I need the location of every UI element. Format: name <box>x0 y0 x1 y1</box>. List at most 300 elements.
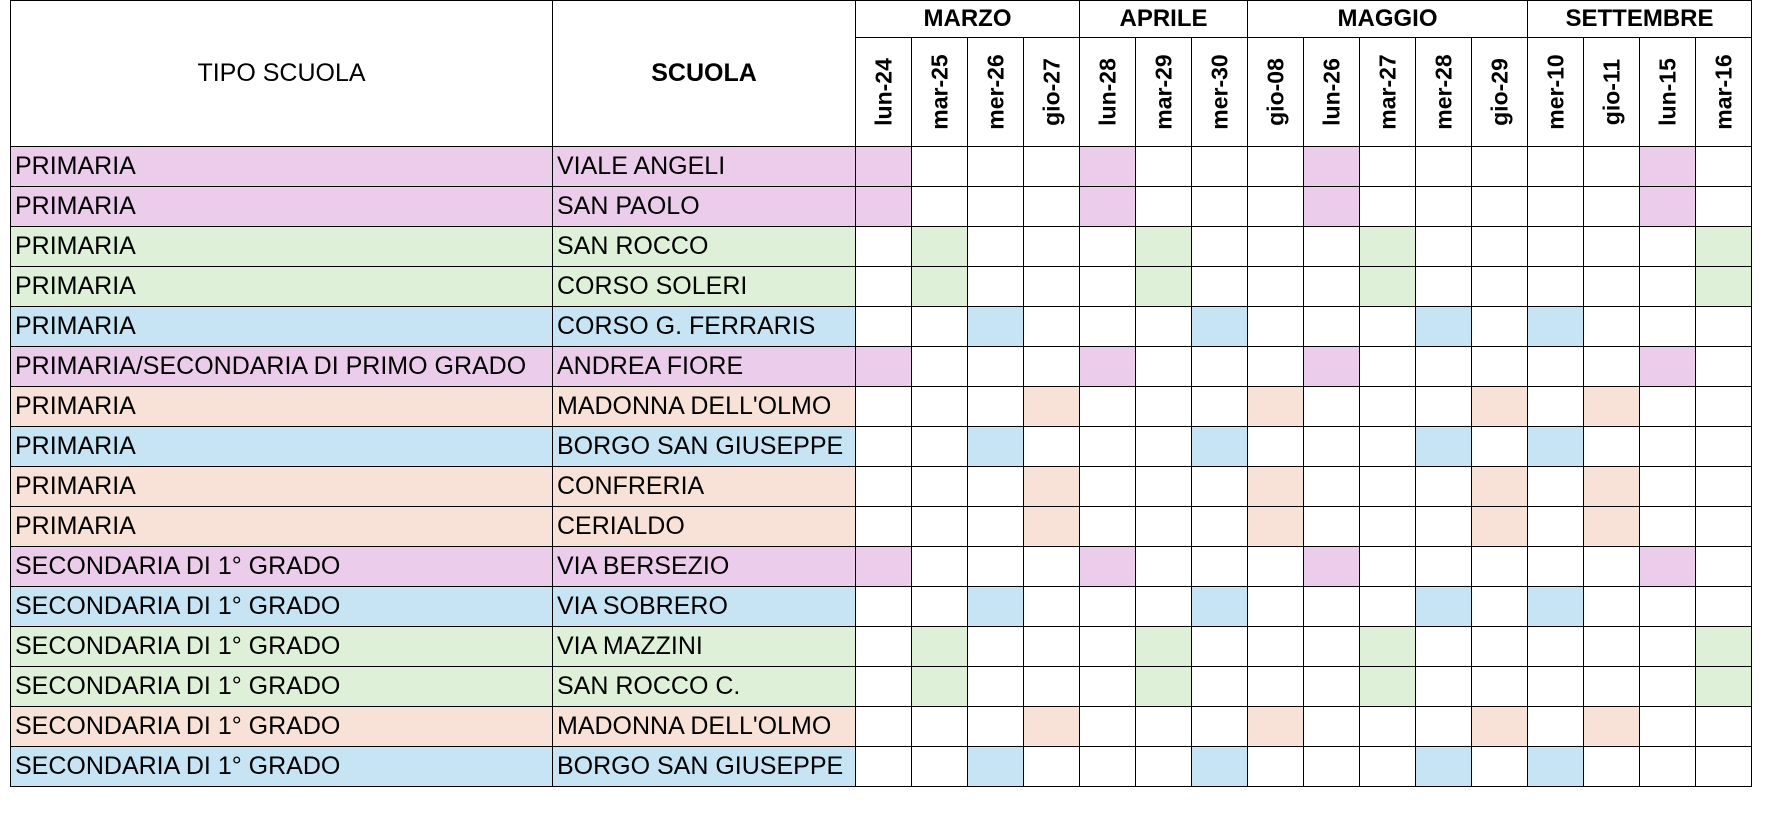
day-cell[interactable] <box>1248 747 1304 787</box>
day-cell[interactable] <box>1696 707 1752 747</box>
day-cell[interactable] <box>1416 387 1472 427</box>
day-cell[interactable] <box>1696 747 1752 787</box>
scuola-cell[interactable]: VIA SOBRERO <box>553 587 856 627</box>
scuola-cell[interactable]: BORGO SAN GIUSEPPE <box>553 427 856 467</box>
scheduled-day-cell[interactable] <box>1640 347 1696 387</box>
tipo-scuola-cell[interactable]: PRIMARIA <box>11 467 553 507</box>
day-cell[interactable] <box>1360 387 1416 427</box>
tipo-scuola-cell[interactable]: PRIMARIA <box>11 427 553 467</box>
scuola-cell[interactable]: SAN PAOLO <box>553 187 856 227</box>
scuola-cell[interactable]: BORGO SAN GIUSEPPE <box>553 747 856 787</box>
day-cell[interactable] <box>1024 587 1080 627</box>
day-cell[interactable] <box>1696 347 1752 387</box>
day-cell[interactable] <box>1024 147 1080 187</box>
day-cell[interactable] <box>912 707 968 747</box>
day-cell[interactable] <box>912 347 968 387</box>
tipo-scuola-cell[interactable]: SECONDARIA DI 1° GRADO <box>11 587 553 627</box>
date-header <box>1584 38 1640 147</box>
day-cell[interactable] <box>1584 427 1640 467</box>
scheduled-day-cell[interactable] <box>1584 467 1640 507</box>
day-cell[interactable] <box>1584 627 1640 667</box>
day-cell[interactable] <box>1640 387 1696 427</box>
day-cell[interactable] <box>1192 627 1248 667</box>
day-cell[interactable] <box>1192 467 1248 507</box>
day-cell[interactable] <box>1304 747 1360 787</box>
day-cell[interactable] <box>1416 467 1472 507</box>
day-cell[interactable] <box>1584 187 1640 227</box>
scheduled-day-cell[interactable] <box>1136 227 1192 267</box>
scheduled-day-cell[interactable] <box>1528 427 1584 467</box>
day-cell[interactable] <box>912 587 968 627</box>
day-cell[interactable] <box>968 347 1024 387</box>
day-cell[interactable] <box>1304 307 1360 347</box>
scheduled-day-cell[interactable] <box>1584 387 1640 427</box>
day-cell[interactable] <box>968 267 1024 307</box>
scheduled-day-cell[interactable] <box>912 267 968 307</box>
day-cell[interactable] <box>1416 547 1472 587</box>
day-cell[interactable] <box>1024 427 1080 467</box>
day-cell[interactable] <box>1640 667 1696 707</box>
scheduled-day-cell[interactable] <box>1584 707 1640 747</box>
day-cell[interactable] <box>912 427 968 467</box>
scheduled-day-cell[interactable] <box>968 427 1024 467</box>
day-cell[interactable] <box>912 307 968 347</box>
tipo-scuola-cell[interactable]: PRIMARIA <box>11 267 553 307</box>
day-cell[interactable] <box>1696 307 1752 347</box>
scheduled-day-cell[interactable] <box>1192 587 1248 627</box>
day-cell[interactable] <box>1528 507 1584 547</box>
day-cell[interactable] <box>1528 147 1584 187</box>
scheduled-day-cell[interactable] <box>856 187 912 227</box>
day-cell[interactable] <box>1584 667 1640 707</box>
day-cell[interactable] <box>1136 307 1192 347</box>
scheduled-day-cell[interactable] <box>1192 307 1248 347</box>
day-cell[interactable] <box>1024 667 1080 707</box>
day-cell[interactable] <box>1528 547 1584 587</box>
day-cell[interactable] <box>968 627 1024 667</box>
scheduled-day-cell[interactable] <box>968 307 1024 347</box>
table-row <box>11 387 1752 427</box>
scheduled-day-cell[interactable] <box>1640 187 1696 227</box>
scheduled-day-cell[interactable] <box>1416 747 1472 787</box>
day-cell[interactable] <box>1192 507 1248 547</box>
scheduled-day-cell[interactable] <box>1304 187 1360 227</box>
day-cell[interactable] <box>1136 187 1192 227</box>
tipo-scuola-cell[interactable]: SECONDARIA DI 1° GRADO <box>11 627 553 667</box>
scheduled-day-cell[interactable] <box>1024 507 1080 547</box>
day-cell[interactable] <box>1640 267 1696 307</box>
scuola-cell[interactable]: MADONNA DELL'OLMO <box>553 387 856 427</box>
day-cell[interactable] <box>1640 627 1696 667</box>
day-cell[interactable] <box>1584 747 1640 787</box>
table-row <box>11 507 1752 547</box>
day-cell[interactable] <box>912 147 968 187</box>
scheduled-day-cell[interactable] <box>1360 227 1416 267</box>
day-cell[interactable] <box>1192 667 1248 707</box>
scheduled-day-cell[interactable] <box>1584 507 1640 547</box>
day-cell[interactable] <box>1696 427 1752 467</box>
scheduled-day-cell[interactable] <box>912 667 968 707</box>
scheduled-day-cell[interactable] <box>1024 467 1080 507</box>
day-cell[interactable] <box>1192 147 1248 187</box>
day-cell[interactable] <box>1304 227 1360 267</box>
scheduled-day-cell[interactable] <box>1024 707 1080 747</box>
scuola-cell[interactable]: CORSO G. FERRARIS <box>553 307 856 347</box>
day-cell[interactable] <box>1136 547 1192 587</box>
tipo-scuola-cell[interactable]: PRIMARIA <box>11 387 553 427</box>
day-cell[interactable] <box>1416 707 1472 747</box>
day-cell[interactable] <box>1584 147 1640 187</box>
date-label: mar-25 <box>926 54 952 130</box>
day-cell[interactable] <box>1248 267 1304 307</box>
scheduled-day-cell[interactable] <box>1640 147 1696 187</box>
day-cell[interactable] <box>1080 307 1136 347</box>
day-cell[interactable] <box>1696 187 1752 227</box>
scheduled-day-cell[interactable] <box>1304 347 1360 387</box>
date-header <box>1136 38 1192 147</box>
day-cell[interactable] <box>1024 267 1080 307</box>
day-cell[interactable] <box>1080 627 1136 667</box>
day-cell[interactable] <box>1192 187 1248 227</box>
day-cell[interactable] <box>1080 387 1136 427</box>
day-cell[interactable] <box>912 387 968 427</box>
scheduled-day-cell[interactable] <box>1528 747 1584 787</box>
day-cell[interactable] <box>1080 587 1136 627</box>
table-row <box>11 747 1752 787</box>
scheduled-day-cell[interactable] <box>1472 507 1528 547</box>
day-cell[interactable] <box>1472 747 1528 787</box>
day-cell[interactable] <box>1080 747 1136 787</box>
day-cell[interactable] <box>968 547 1024 587</box>
day-cell[interactable] <box>1584 547 1640 587</box>
day-cell[interactable] <box>1584 587 1640 627</box>
scheduled-day-cell[interactable] <box>1136 627 1192 667</box>
day-cell[interactable] <box>856 667 912 707</box>
scheduled-day-cell[interactable] <box>1192 427 1248 467</box>
tipo-scuola-cell[interactable]: SECONDARIA DI 1° GRADO <box>11 667 553 707</box>
day-cell[interactable] <box>1528 707 1584 747</box>
day-cell[interactable] <box>1640 467 1696 507</box>
day-cell[interactable] <box>1640 747 1696 787</box>
day-cell[interactable] <box>1472 227 1528 267</box>
day-cell[interactable] <box>1248 187 1304 227</box>
day-cell[interactable] <box>1472 627 1528 667</box>
day-cell[interactable] <box>1304 667 1360 707</box>
tipo-scuola-header: TIPO SCUOLA <box>11 1 553 147</box>
day-cell[interactable] <box>1360 427 1416 467</box>
day-cell[interactable] <box>856 387 912 427</box>
day-cell[interactable] <box>1696 547 1752 587</box>
day-cell[interactable] <box>1080 267 1136 307</box>
tipo-scuola-cell[interactable]: SECONDARIA DI 1° GRADO <box>11 547 553 587</box>
scuola-cell[interactable]: VIA MAZZINI <box>553 627 856 667</box>
scheduled-day-cell[interactable] <box>1696 627 1752 667</box>
day-cell[interactable] <box>1360 347 1416 387</box>
day-cell[interactable] <box>1640 707 1696 747</box>
scheduled-day-cell[interactable] <box>1136 667 1192 707</box>
scuola-cell[interactable]: CORSO SOLERI <box>553 267 856 307</box>
scuola-cell[interactable]: VIA BERSEZIO <box>553 547 856 587</box>
day-cell[interactable] <box>1248 627 1304 667</box>
day-cell[interactable] <box>1472 187 1528 227</box>
day-cell[interactable] <box>1360 467 1416 507</box>
day-cell[interactable] <box>1248 547 1304 587</box>
day-cell[interactable] <box>1080 467 1136 507</box>
day-cell[interactable] <box>1360 187 1416 227</box>
day-cell[interactable] <box>1136 387 1192 427</box>
day-cell[interactable] <box>1136 427 1192 467</box>
scheduled-day-cell[interactable] <box>1528 587 1584 627</box>
day-cell[interactable] <box>1136 347 1192 387</box>
scheduled-day-cell[interactable] <box>1416 307 1472 347</box>
day-cell[interactable] <box>1696 587 1752 627</box>
date-label: mer-10 <box>1542 54 1568 130</box>
day-cell[interactable] <box>1192 707 1248 747</box>
day-cell[interactable] <box>1416 667 1472 707</box>
tipo-scuola-cell[interactable]: PRIMARIA/SECONDARIA DI PRIMO GRADO <box>11 347 553 387</box>
scheduled-day-cell[interactable] <box>912 227 968 267</box>
scheduled-day-cell[interactable] <box>1248 387 1304 427</box>
day-cell[interactable] <box>1528 667 1584 707</box>
scheduled-day-cell[interactable] <box>1696 267 1752 307</box>
table-row <box>11 227 1752 267</box>
scheduled-day-cell[interactable] <box>1416 427 1472 467</box>
scuola-cell[interactable]: CONFRERIA <box>553 467 856 507</box>
day-cell[interactable] <box>912 187 968 227</box>
day-cell[interactable] <box>1696 467 1752 507</box>
day-cell[interactable] <box>1080 707 1136 747</box>
month-header-row <box>11 1 1752 38</box>
day-cell[interactable] <box>1192 227 1248 267</box>
day-cell[interactable] <box>1304 427 1360 467</box>
day-cell[interactable] <box>1192 547 1248 587</box>
day-cell[interactable] <box>1024 627 1080 667</box>
day-cell[interactable] <box>1528 467 1584 507</box>
day-cell[interactable] <box>1472 427 1528 467</box>
day-cell[interactable] <box>968 187 1024 227</box>
day-cell[interactable] <box>1528 347 1584 387</box>
day-cell[interactable] <box>1360 747 1416 787</box>
scheduled-day-cell[interactable] <box>856 147 912 187</box>
day-cell[interactable] <box>1584 267 1640 307</box>
scheduled-day-cell[interactable] <box>1528 307 1584 347</box>
day-cell[interactable] <box>1472 347 1528 387</box>
scheduled-day-cell[interactable] <box>1136 267 1192 307</box>
day-cell[interactable] <box>912 507 968 547</box>
scheduled-day-cell[interactable] <box>1080 187 1136 227</box>
day-cell[interactable] <box>1248 147 1304 187</box>
day-cell[interactable] <box>1248 347 1304 387</box>
day-cell[interactable] <box>1696 507 1752 547</box>
day-cell[interactable] <box>856 467 912 507</box>
day-cell[interactable] <box>856 307 912 347</box>
day-cell[interactable] <box>1304 707 1360 747</box>
day-cell[interactable] <box>968 227 1024 267</box>
day-cell[interactable] <box>1304 507 1360 547</box>
scuola-cell[interactable]: SAN ROCCO <box>553 227 856 267</box>
scheduled-day-cell[interactable] <box>1192 747 1248 787</box>
scheduled-day-cell[interactable] <box>856 547 912 587</box>
day-cell[interactable] <box>1080 667 1136 707</box>
scheduled-day-cell[interactable] <box>1360 267 1416 307</box>
day-cell[interactable] <box>1080 227 1136 267</box>
day-cell[interactable] <box>1304 627 1360 667</box>
date-label: mar-27 <box>1374 54 1400 130</box>
day-cell[interactable] <box>1416 227 1472 267</box>
date-header <box>856 38 912 147</box>
day-cell[interactable] <box>968 667 1024 707</box>
scheduled-day-cell[interactable] <box>1640 547 1696 587</box>
scheduled-day-cell[interactable] <box>1304 147 1360 187</box>
scheduled-day-cell[interactable] <box>968 587 1024 627</box>
day-cell[interactable] <box>1640 307 1696 347</box>
day-cell[interactable] <box>1024 227 1080 267</box>
day-cell[interactable] <box>1136 587 1192 627</box>
day-cell[interactable] <box>912 747 968 787</box>
scheduled-day-cell[interactable] <box>1696 227 1752 267</box>
day-cell[interactable] <box>1248 227 1304 267</box>
day-cell[interactable] <box>1024 547 1080 587</box>
day-cell[interactable] <box>1528 627 1584 667</box>
day-cell[interactable] <box>1472 547 1528 587</box>
tipo-scuola-cell[interactable]: SECONDARIA DI 1° GRADO <box>11 747 553 787</box>
day-cell[interactable] <box>1528 387 1584 427</box>
day-cell[interactable] <box>1304 387 1360 427</box>
day-cell[interactable] <box>1304 267 1360 307</box>
day-cell[interactable] <box>856 707 912 747</box>
day-cell[interactable] <box>856 227 912 267</box>
day-cell[interactable] <box>968 707 1024 747</box>
day-cell[interactable] <box>1584 307 1640 347</box>
day-cell[interactable] <box>1024 307 1080 347</box>
day-cell[interactable] <box>1304 587 1360 627</box>
day-cell[interactable] <box>1640 587 1696 627</box>
tipo-scuola-cell[interactable]: PRIMARIA <box>11 507 553 547</box>
day-cell[interactable] <box>1360 507 1416 547</box>
day-cell[interactable] <box>1024 187 1080 227</box>
day-cell[interactable] <box>856 427 912 467</box>
day-cell[interactable] <box>1416 187 1472 227</box>
day-cell[interactable] <box>1136 507 1192 547</box>
day-cell[interactable] <box>1192 387 1248 427</box>
day-cell[interactable] <box>1584 227 1640 267</box>
day-cell[interactable] <box>1136 467 1192 507</box>
day-cell[interactable] <box>1248 587 1304 627</box>
scheduled-day-cell[interactable] <box>1472 467 1528 507</box>
day-cell[interactable] <box>968 147 1024 187</box>
day-cell[interactable] <box>1136 747 1192 787</box>
day-cell[interactable] <box>912 547 968 587</box>
scheduled-day-cell[interactable] <box>1416 587 1472 627</box>
day-cell[interactable] <box>1248 427 1304 467</box>
scheduled-day-cell[interactable] <box>1248 467 1304 507</box>
day-cell[interactable] <box>1304 467 1360 507</box>
scheduled-day-cell[interactable] <box>1360 627 1416 667</box>
scheduled-day-cell[interactable] <box>1696 667 1752 707</box>
day-cell[interactable] <box>1472 587 1528 627</box>
day-cell[interactable] <box>1528 227 1584 267</box>
day-cell[interactable] <box>968 387 1024 427</box>
day-cell[interactable] <box>1584 347 1640 387</box>
scuola-cell[interactable]: SAN ROCCO C. <box>553 667 856 707</box>
day-cell[interactable] <box>1528 267 1584 307</box>
day-cell[interactable] <box>1136 147 1192 187</box>
day-cell[interactable] <box>968 507 1024 547</box>
day-cell[interactable] <box>1416 267 1472 307</box>
tipo-scuola-cell[interactable]: PRIMARIA <box>11 147 553 187</box>
scheduled-day-cell[interactable] <box>1024 387 1080 427</box>
day-cell[interactable] <box>1472 307 1528 347</box>
day-cell[interactable] <box>1640 227 1696 267</box>
scuola-cell[interactable]: ANDREA FIORE <box>553 347 856 387</box>
scheduled-day-cell[interactable] <box>1472 707 1528 747</box>
day-cell[interactable] <box>1360 147 1416 187</box>
day-cell[interactable] <box>968 467 1024 507</box>
day-cell[interactable] <box>1360 707 1416 747</box>
scheduled-day-cell[interactable] <box>1472 387 1528 427</box>
day-cell[interactable] <box>1192 347 1248 387</box>
day-cell[interactable] <box>1416 347 1472 387</box>
scheduled-day-cell[interactable] <box>1080 147 1136 187</box>
tipo-scuola-cell[interactable]: PRIMARIA <box>11 307 553 347</box>
day-cell[interactable] <box>1360 587 1416 627</box>
day-cell[interactable] <box>1416 507 1472 547</box>
day-cell[interactable] <box>1416 627 1472 667</box>
day-cell[interactable] <box>912 467 968 507</box>
day-cell[interactable] <box>1024 347 1080 387</box>
day-cell[interactable] <box>1192 267 1248 307</box>
scheduled-day-cell[interactable] <box>1248 507 1304 547</box>
tipo-scuola-cell[interactable]: PRIMARIA <box>11 187 553 227</box>
day-cell[interactable] <box>1416 147 1472 187</box>
day-cell[interactable] <box>1024 747 1080 787</box>
scheduled-day-cell[interactable] <box>856 347 912 387</box>
day-cell[interactable] <box>1360 547 1416 587</box>
day-cell[interactable] <box>1080 427 1136 467</box>
scheduled-day-cell[interactable] <box>912 627 968 667</box>
day-cell[interactable] <box>1136 707 1192 747</box>
tipo-scuola-cell[interactable]: SECONDARIA DI 1° GRADO <box>11 707 553 747</box>
scheduled-day-cell[interactable] <box>1304 547 1360 587</box>
tipo-scuola-cell[interactable]: PRIMARIA <box>11 227 553 267</box>
day-cell[interactable] <box>856 747 912 787</box>
scheduled-day-cell[interactable] <box>1080 347 1136 387</box>
scuola-cell[interactable]: CERIALDO <box>553 507 856 547</box>
day-cell[interactable] <box>856 267 912 307</box>
scuola-cell[interactable]: VIALE ANGELI <box>553 147 856 187</box>
day-cell[interactable] <box>1528 187 1584 227</box>
day-cell[interactable] <box>1472 667 1528 707</box>
day-cell[interactable] <box>1080 507 1136 547</box>
day-cell[interactable] <box>1248 667 1304 707</box>
day-cell[interactable] <box>856 587 912 627</box>
scheduled-day-cell[interactable] <box>1248 707 1304 747</box>
day-cell[interactable] <box>856 627 912 667</box>
scuola-cell[interactable]: MADONNA DELL'OLMO <box>553 707 856 747</box>
scheduled-day-cell[interactable] <box>1080 547 1136 587</box>
day-cell[interactable] <box>856 507 912 547</box>
day-cell[interactable] <box>1640 507 1696 547</box>
scheduled-day-cell[interactable] <box>968 747 1024 787</box>
day-cell[interactable] <box>1696 147 1752 187</box>
scheduled-day-cell[interactable] <box>1360 667 1416 707</box>
day-cell[interactable] <box>1472 267 1528 307</box>
day-cell[interactable] <box>1248 307 1304 347</box>
day-cell[interactable] <box>1640 427 1696 467</box>
day-cell[interactable] <box>1696 387 1752 427</box>
day-cell[interactable] <box>1472 147 1528 187</box>
day-cell[interactable] <box>1360 307 1416 347</box>
